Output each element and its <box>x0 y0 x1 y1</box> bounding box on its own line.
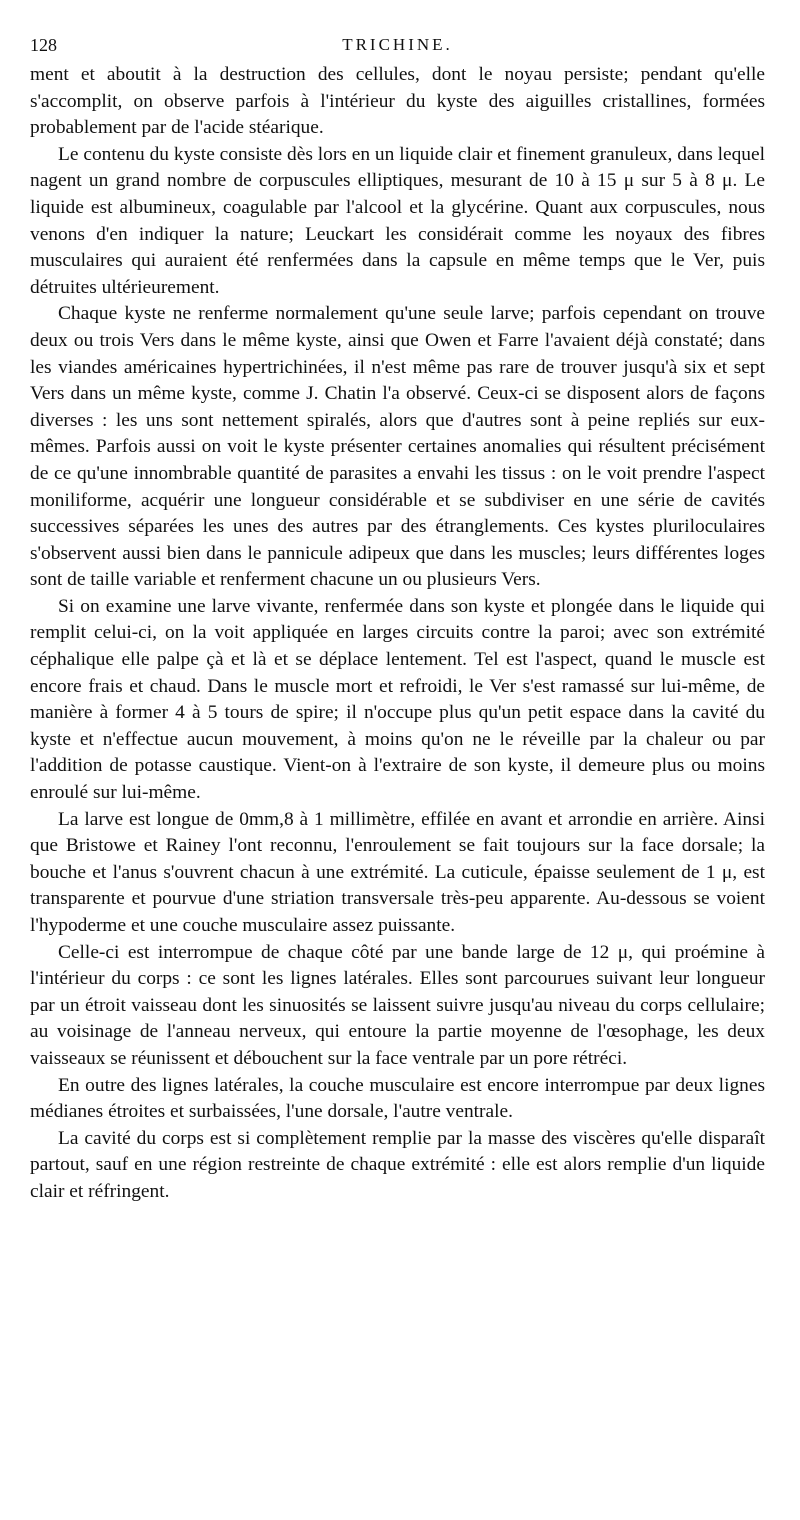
paragraph: Chaque kyste ne renferme normalement qu'une seule larve; parfois cependant on trouve deux ou trois Vers dans le même kyste, ainsi que Owen et Farre l'avaient déjà constaté; dans les viandes américaines hypertrichinées, il n'est même pas rare de trouver jusqu'à six et sept Vers dans un même kyste, comme J. Chatin l'a observé. Ceux-ci se disposent alors de façons diverses : les uns sont nettement spiralés, alors que d'autres sont à peine repliés sur eux-mêmes. Parfois aussi on voit le kyste présenter certaines anomalies qui résultent précisément de ce qu'une innombrable quantité de parasites a envahi les tissus : on le voit prendre l'aspect moniliforme, acquérir une longueur considérable et se subdiviser en une série de cavités successives séparées les unes des autres par des étranglements. Ces kystes pluriloculaires s'observent aussi bien dans le pannicule adipeux que dans les muscles; leurs différentes loges sont de taille variable et renferment chacune un ou plusieurs Vers. <box>30 303 765 591</box>
paragraph: La larve est longue de 0mm,8 à 1 millimètre, effilée en avant et arrondie en arrière. Ainsi que Bristowe et Rainey l'ont reconnu, l'enroulement se fait toujours sur la face dorsale; la bouche et l'anus s'ouvrent chacun à une extrémité. La cuticule, épaisse seulement de 1 μ, est transparente et pourvue d'une striation transversale très-peu apparente. Au-dessous se voient l'hypoderme et une couche musculaire assez puissante. <box>30 808 765 936</box>
book-page <box>30 26 765 1206</box>
running-title: TRICHINE. <box>342 35 453 54</box>
page-header <box>30 26 765 62</box>
paragraph: Le contenu du kyste consiste dès lors en un liquide clair et finement granuleux, dans lequel nagent un grand nombre de corpuscules elliptiques, mesurant de 10 à 15 μ sur 5 à 8 μ. Le liquide est albumineux, coagulable par l'alcool et la glycérine. Quant aux corpuscules, nous venons d'en indiquer la nature; Leuckart les considérait comme les noyaux des fibres musculaires qui auraient été renfermées dans la capsule en même temps que le Ver, puis détruites ultérieurement. <box>30 143 765 298</box>
page-number: 128 <box>30 35 57 55</box>
paragraph: ment et aboutit à la destruction des cellules, dont le noyau persiste; pendant qu'elle s'accomplit, on observe parfois à l'intérieur du kyste des aiguilles cristallines, formées probablement par de l'acide stéarique. <box>30 64 765 139</box>
paragraph: En outre des lignes latérales, la couche musculaire est encore interrompue par deux lignes médianes étroites et surbaissées, l'une dorsale, l'autre ventrale. <box>30 1074 765 1123</box>
paragraph: La cavité du corps est si complètement remplie par la masse des viscères qu'elle disparaît partout, sauf en une région restreinte de chaque extrémité : elle est alors remplie d'un liquide clair et réfringent. <box>30 1127 765 1202</box>
body-text <box>30 62 765 1206</box>
paragraph: Si on examine une larve vivante, renfermée dans son kyste et plongée dans le liquide qui remplit celui-ci, on la voit appliquée en larges circuits contre la paroi; avec son extrémité céphalique elle palpe çà et là et se déplace lentement. Tel est l'aspect, quand le muscle est encore frais et chaud. Dans le muscle mort et refroidi, le Ver s'est ramassé sur lui-même, de manière à former 4 à 5 tours de spire; il n'occupe plus qu'un petit espace dans la cavité du kyste et n'effectue aucun mouvement, à moins qu'on ne le réveille par la chaleur ou par l'addition de potasse caustique. Vient-on à l'extraire de son kyste, il demeure plus ou moins enroulé sur lui-même. <box>30 595 765 804</box>
paragraph: Celle-ci est interrompue de chaque côté par une bande large de 12 μ, qui proémine à l'intérieur du corps : ce sont les lignes latérales. Elles sont parcourues suivant leur longueur par un étroit vaisseau dont les sinuosités se laissent suivre jusqu'au niveau du corps cellulaire; au voisinage de l'anneau nerveux, qui entoure la partie moyenne de l'œsophage, les deux vaisseaux se réunissent et débouchent sur la face ventrale par un pore rétréci. <box>30 941 765 1069</box>
